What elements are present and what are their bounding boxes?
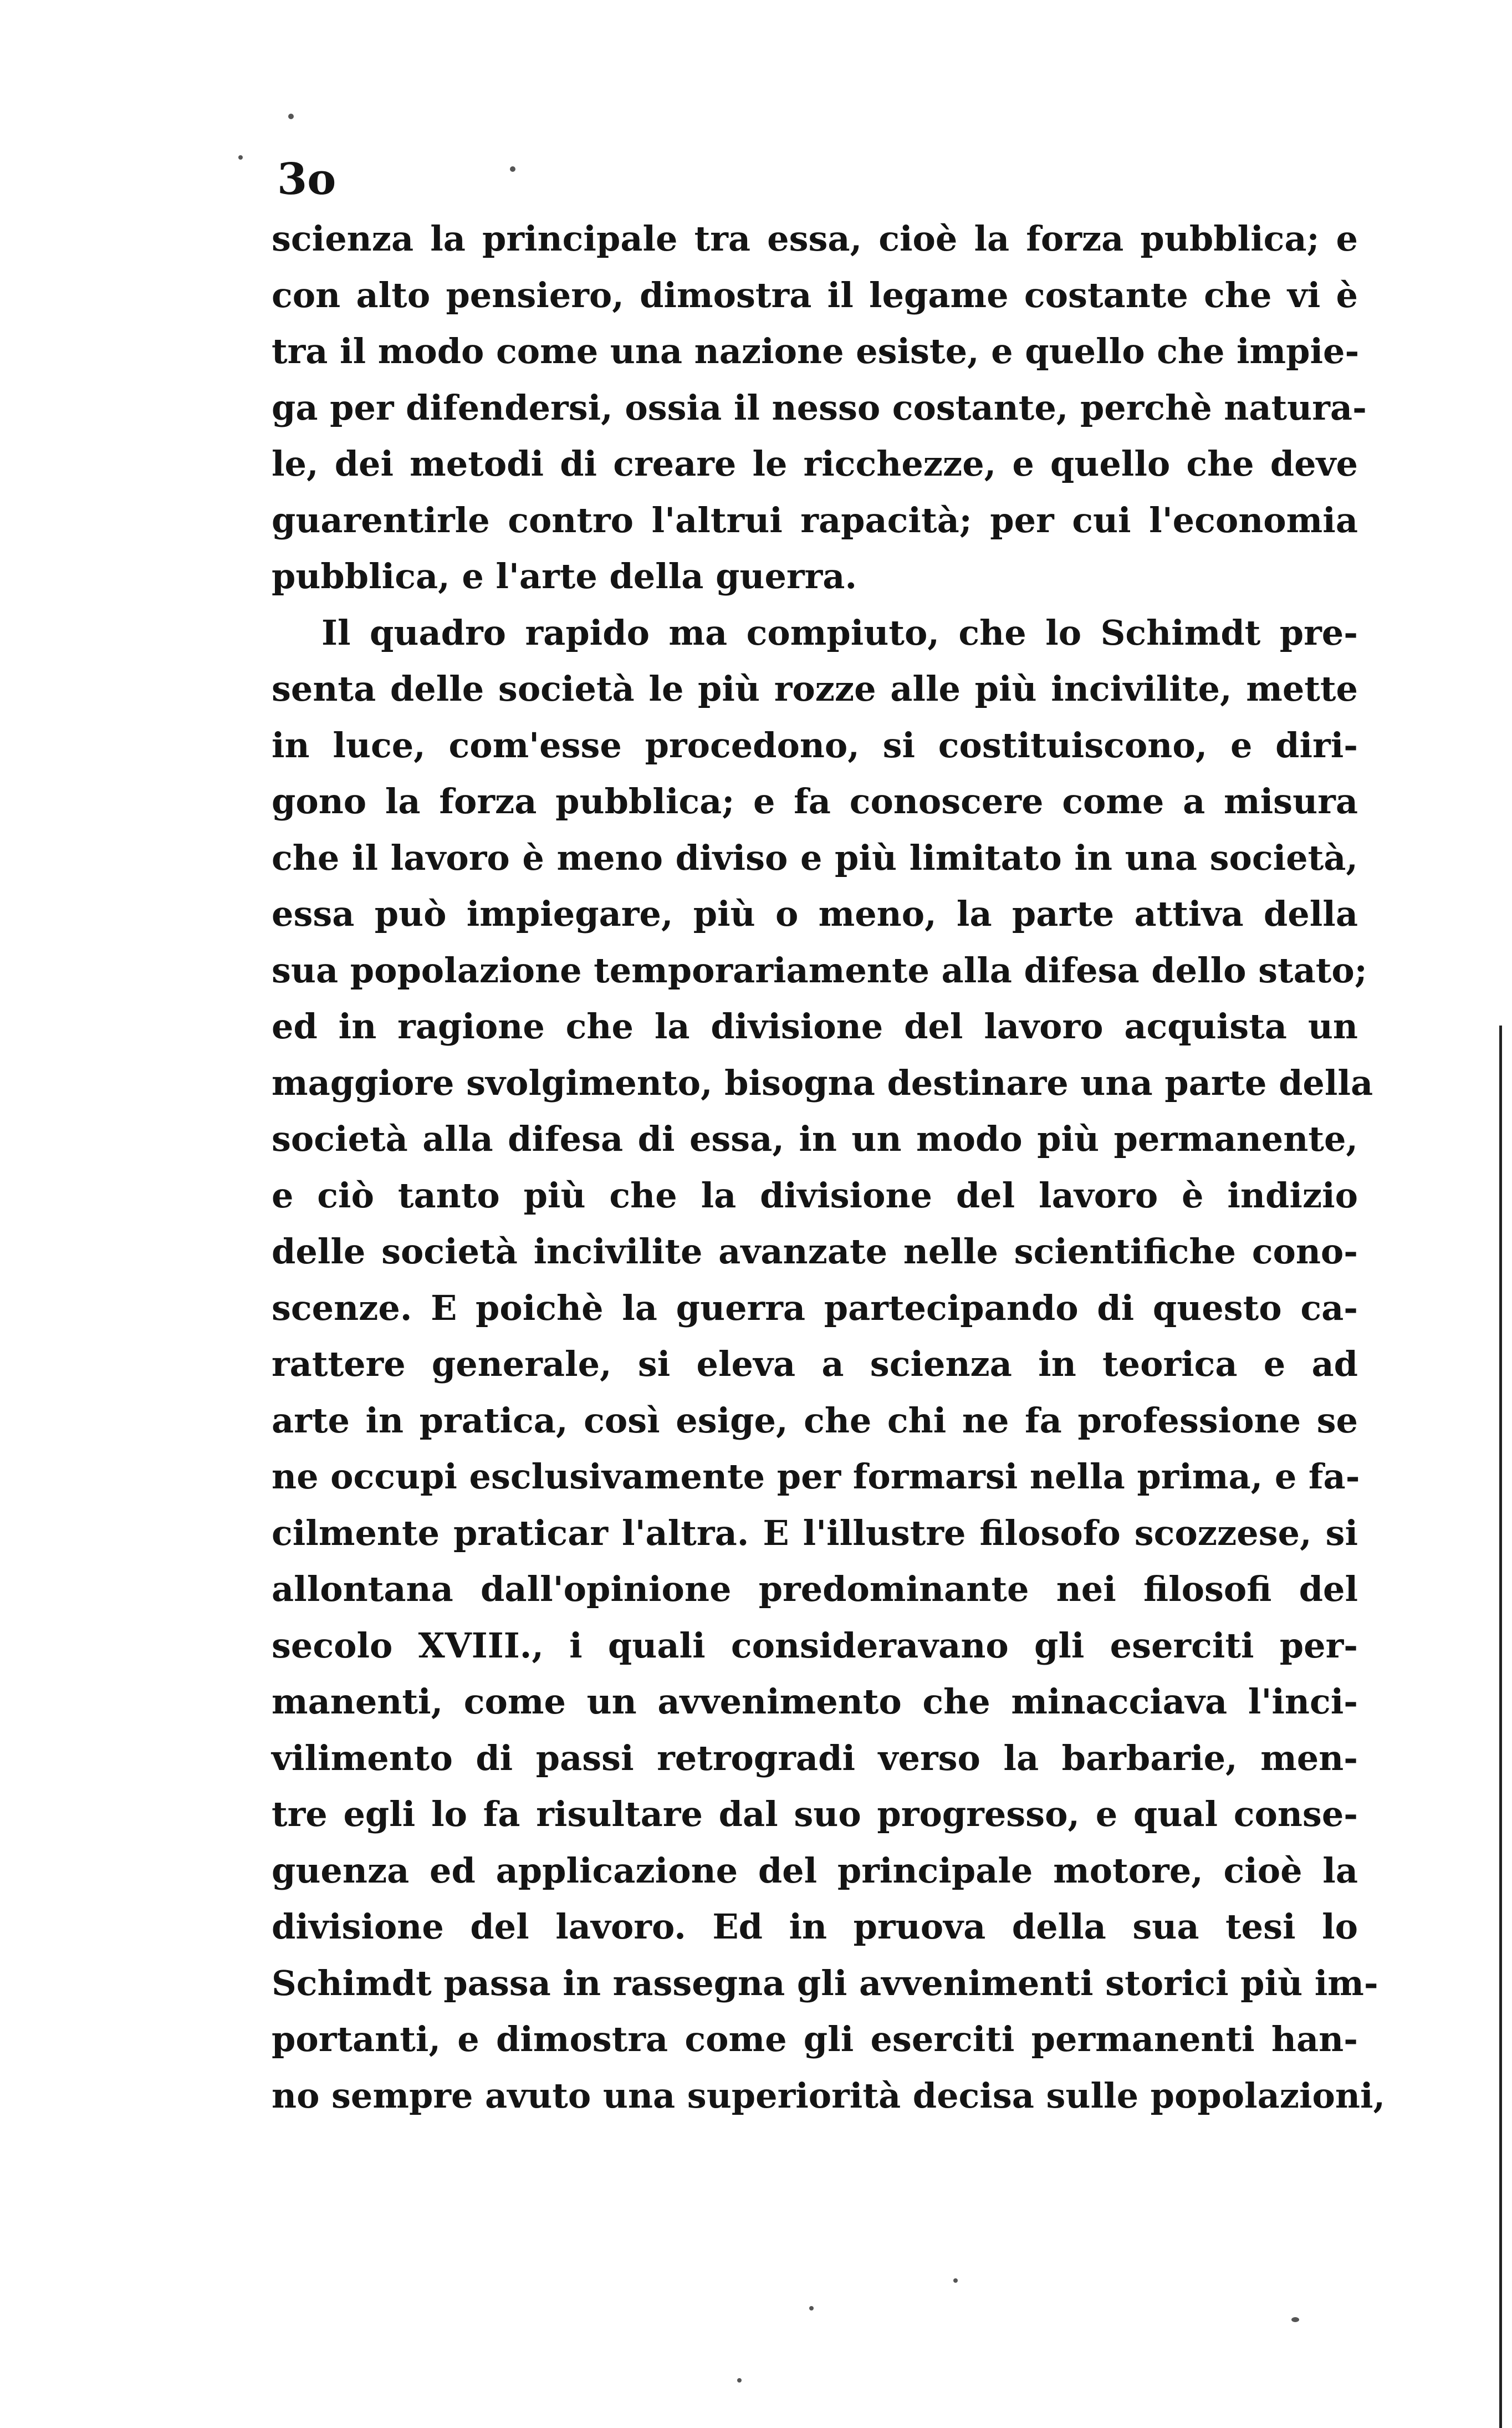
text-line: secolo XVIII., i quali consideravano gli eserciti per- bbox=[272, 1625, 1358, 1666]
text-line: guarentirle contro l'altrui rapacità; per cui l'economia bbox=[272, 499, 1358, 540]
scan-speck bbox=[809, 2306, 814, 2310]
text-line: in luce, com'esse procedono, si costituiscono, e diri- bbox=[272, 725, 1358, 766]
text-line: Il quadro rapido ma compiuto, che lo Schimdt pre- bbox=[321, 612, 1358, 653]
text-line: scenze. E poichè la guerra partecipando di questo ca- bbox=[272, 1287, 1358, 1328]
scan-speck bbox=[737, 2378, 742, 2383]
text-line: Schimdt passa in rassegna gli avvenimenti storici più im- bbox=[272, 1962, 1378, 2003]
text-line: pubblica, e l'arte della guerra. bbox=[272, 556, 857, 596]
paragraph-2 bbox=[272, 605, 1386, 2124]
text-line: tre egli lo fa risultare dal suo progresso, e qual conse- bbox=[272, 1794, 1358, 1834]
text-line: ne occupi esclusivamente per formarsi nella prima, e fa- bbox=[272, 1456, 1360, 1497]
text-line: manenti, come un avvenimento che minacciava l'inci- bbox=[272, 1681, 1358, 1722]
text-line: essa può impiegare, più o meno, la parte attiva della bbox=[272, 894, 1358, 934]
text-line: divisione del lavoro. Ed in pruova della sua tesi lo bbox=[272, 1906, 1358, 1947]
text-line: scienza la principale tra essa, cioè la forza pubblica; e bbox=[272, 218, 1358, 259]
page-number: 3o bbox=[277, 154, 336, 205]
text-line: con alto pensiero, dimostra il legame costante che vi è bbox=[272, 274, 1358, 315]
text-line: vilimento di passi retrogradi verso la barbarie, men- bbox=[272, 1737, 1358, 1778]
text-line: rattere generale, si eleva a scienza in teorica e ad bbox=[272, 1344, 1358, 1384]
text-line: cilmente praticar l'altra. E l'illustre filosofo scozzese, si bbox=[272, 1512, 1358, 1553]
scan-edge bbox=[1499, 1026, 1502, 2428]
body-text bbox=[272, 211, 1386, 2124]
text-line: portanti, e dimostra come gli eserciti permanenti han- bbox=[272, 2019, 1358, 2059]
text-line: tra il modo come una nazione esiste, e quello che impie- bbox=[272, 331, 1360, 371]
text-line: allontana dall'opinione predominante nei filosofi del bbox=[272, 1569, 1358, 1609]
text-line: maggiore svolgimento, bisogna destinare una parte della bbox=[272, 1062, 1373, 1103]
text-line: le, dei metodi di creare le ricchezze, e quello che deve bbox=[272, 443, 1358, 484]
scan-speck bbox=[1291, 2317, 1299, 2322]
text-line: che il lavoro è meno diviso e più limitato in una società, bbox=[272, 837, 1358, 878]
scan-speck bbox=[288, 114, 294, 119]
scan-speck bbox=[238, 155, 243, 160]
text-line: e ciò tanto più che la divisione del lavoro è indizio bbox=[272, 1175, 1358, 1216]
text-line: ga per difendersi, ossia il nesso costante, perchè natura- bbox=[272, 387, 1367, 428]
paragraph-1 bbox=[272, 211, 1367, 605]
text-line: società alla difesa di essa, in un modo più permanente, bbox=[272, 1119, 1358, 1159]
text-line: delle società incivilite avanzate nelle scientifiche cono- bbox=[272, 1231, 1358, 1272]
scan-speck bbox=[953, 2278, 958, 2283]
text-line: senta delle società le più rozze alle più incivilite, mette bbox=[272, 669, 1358, 709]
text-line: no sempre avuto una superiorità decisa sulle popolazioni, bbox=[272, 2075, 1386, 2116]
text-line: sua popolazione temporariamente alla difesa dello stato; bbox=[272, 950, 1367, 991]
text-line: ed in ragione che la divisione del lavoro acquista un bbox=[272, 1006, 1358, 1047]
text-line: guenza ed applicazione del principale motore, cioè la bbox=[272, 1850, 1358, 1891]
text-line: gono la forza pubblica; e fa conoscere come a misura bbox=[272, 781, 1358, 822]
scan-speck bbox=[510, 166, 515, 172]
text-line: arte in pratica, così esige, che chi ne fa professione se bbox=[272, 1400, 1358, 1441]
